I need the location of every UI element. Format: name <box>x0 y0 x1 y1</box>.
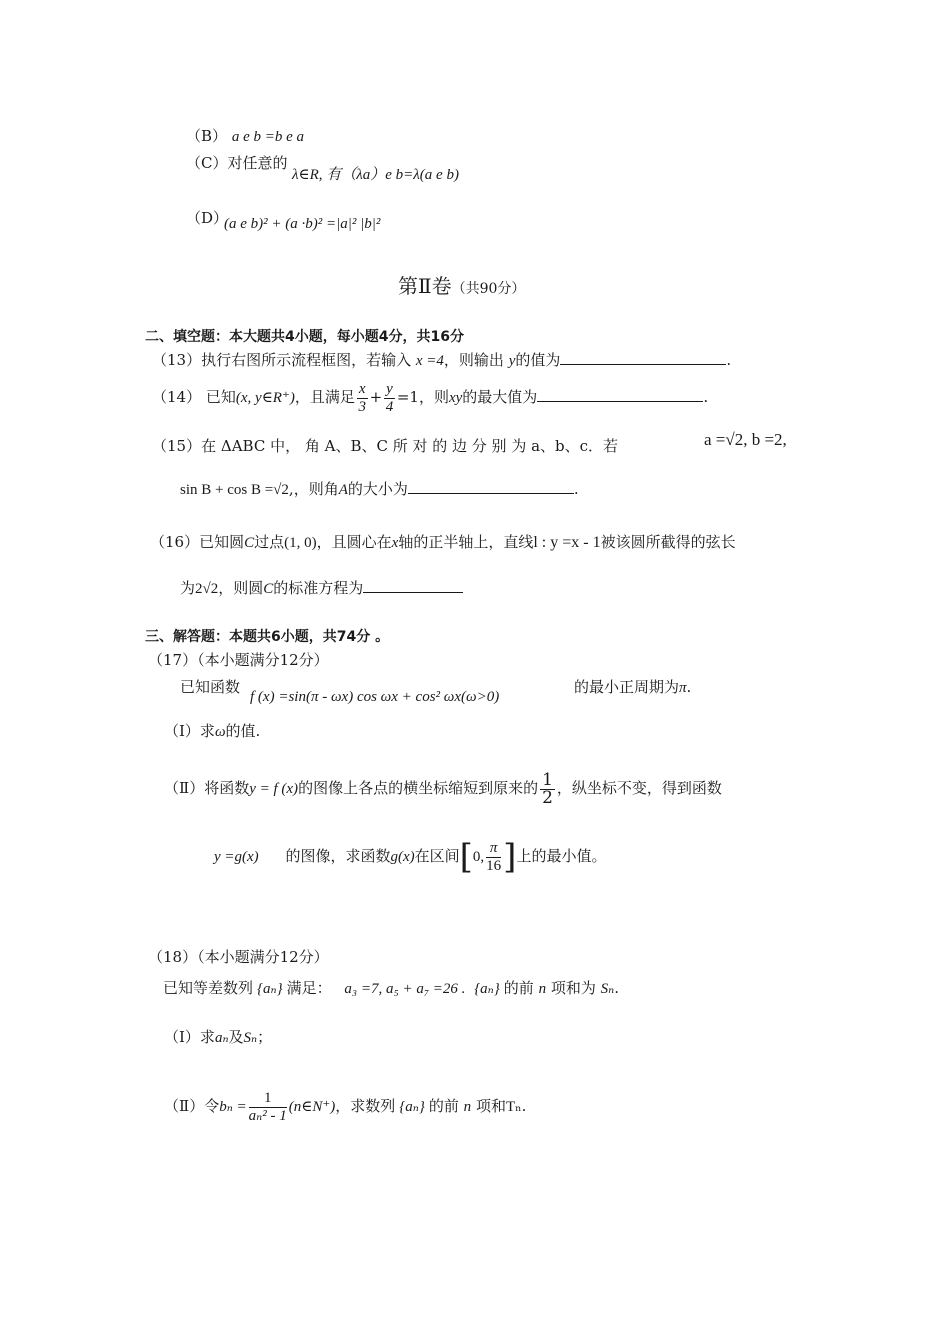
q18-n: n <box>538 981 547 997</box>
q18-p1-label: （Ⅰ）求 <box>164 1028 215 1046</box>
q18-sn: Sₙ <box>600 981 615 997</box>
option-b-label: （B） <box>186 127 228 145</box>
q16-xvar: x <box>391 535 399 551</box>
q15-label: （15） <box>152 437 202 455</box>
q17-p1-label: （Ⅰ）求 <box>164 722 215 740</box>
q18-p2-n: n <box>463 1099 472 1115</box>
q18-p2-text2: 的前 <box>428 1097 459 1115</box>
q16-text5: 被该圆所截得的弦长 <box>600 533 736 551</box>
q17-p2-text2: ，纵坐标不变，得到函数 <box>556 779 722 797</box>
q14-text1: 已知 <box>205 388 236 406</box>
q17-p2-frac-den: 2 <box>542 787 553 808</box>
q14-text2: ，且满足 <box>294 388 355 406</box>
q17-p2-text5: 上的最小值。 <box>516 847 607 865</box>
option-b-expr: a e b =b e a <box>231 129 304 145</box>
option-d-expr: (a e b)² + (a ·b)² =|a|² |b|² <box>224 216 381 232</box>
part2-subtitle: （共90分） <box>451 281 526 297</box>
q16-point: (1, 0) <box>284 535 317 551</box>
q17-interval-den: 16 <box>486 857 502 874</box>
q18-p2-text3: 项和 <box>475 1097 506 1115</box>
q17-func-line <box>250 686 499 707</box>
option-c-text: 对任意的 <box>227 154 288 172</box>
q18-text1: 已知等差数列 <box>163 979 254 997</box>
q17-p2-text4: 在区间 <box>414 847 460 865</box>
q18-p1-an: aₙ <box>214 1030 229 1046</box>
q13-label: （13） <box>152 351 202 369</box>
q17-bracket-left: [ <box>459 837 473 877</box>
q17-p2-gx: g(x) <box>390 849 415 865</box>
q14-text4: 的最大值为 <box>462 388 538 406</box>
q18-seq: {aₙ} <box>257 981 283 997</box>
q14-end: . <box>703 388 709 406</box>
q16-text7: ，则圆 <box>218 579 264 597</box>
q16-text6: 为 <box>180 579 196 597</box>
q13-text3: 的值为 <box>515 351 561 369</box>
q16-text3: ，且圆心在 <box>316 533 392 551</box>
q17-end: . <box>686 678 692 696</box>
q16-line1 <box>150 532 736 553</box>
q15-text2: ,，则角 <box>288 480 339 498</box>
q17-interval-num: π <box>486 840 501 858</box>
q18-text4: 项和为 <box>550 979 596 997</box>
q18-p2-label: （Ⅱ）令 <box>164 1097 220 1115</box>
q17-text2: 的最小正周期为 <box>574 678 680 696</box>
q16-text4: 轴的正半轴上，直线 <box>398 533 534 551</box>
q17-part2-line2 <box>214 834 606 879</box>
option-c-expr: λ∈R, 有（λa）e b=λ(a e b) <box>292 167 459 183</box>
q16-c1: C <box>244 535 255 551</box>
q16-chord: 2√2 <box>195 581 219 597</box>
q18-p2-tn: Tₙ <box>505 1099 522 1115</box>
q15-text1: 在 ΔABC 中， 角 A、B、C 所 对 的 边 分 别 为 a、b、c．若 <box>201 437 619 455</box>
q16-line2 <box>180 578 463 599</box>
q17-period-line <box>574 677 691 698</box>
q18-cond: a₃ =7, a₅ + a₇ =26 . <box>344 981 466 997</box>
q18-p1-end: ； <box>257 1028 273 1046</box>
option-c-label: （C） <box>186 154 228 172</box>
q17-part2-line1 <box>164 766 722 811</box>
q13-answer-blank[interactable] <box>560 350 726 365</box>
q14-text3: ，则 <box>418 388 449 406</box>
q17-label: （17）（本小题满分12分） <box>148 651 329 669</box>
q18-p2-text1: ，求数列 <box>335 1097 396 1115</box>
q18-p2-num: 1 <box>249 1090 287 1108</box>
q18-p1-sn: Sₙ <box>243 1030 258 1046</box>
part2-title <box>398 276 525 299</box>
q17-bracket-right: ] <box>503 837 517 877</box>
q15-expr: sin B + cos B =√2 <box>180 482 289 498</box>
q18-stem <box>163 978 619 999</box>
q18-p1-and: 及 <box>228 1028 244 1046</box>
q15-var: A <box>338 482 348 498</box>
q15-line2 <box>180 479 579 500</box>
q18-p2-seq: {aₙ} <box>399 1099 425 1115</box>
q17-stem <box>180 677 240 697</box>
q14-answer-blank[interactable] <box>537 387 703 402</box>
q13-cond: x =4 <box>415 353 444 369</box>
q18-end: . <box>614 979 620 997</box>
part2-title-text: 第Ⅱ卷 <box>398 274 452 298</box>
q17-p2-frac-num: 1 <box>542 769 553 790</box>
q16-text8: 的标准方程为 <box>273 579 364 597</box>
q13 <box>152 350 731 371</box>
q18-text3: 的前 <box>503 979 534 997</box>
option-c-label-line <box>186 153 288 173</box>
q16-label: （16） <box>150 533 200 551</box>
q15-cond: a =√2, b =2, <box>704 430 787 449</box>
q14-set: (x, y∈R⁺) <box>235 390 295 406</box>
q17-text1: 已知函数 <box>180 678 241 696</box>
q13-text1: 执行右图所示流程框图，若输入 <box>201 351 412 369</box>
q17-interval-frac <box>486 840 501 875</box>
q16-text2: 过点 <box>254 533 285 551</box>
q14-eq: =1 <box>396 388 419 406</box>
q14 <box>152 377 708 418</box>
q18-p2-den: aₙ² - 1 <box>248 1107 287 1124</box>
q17-period: π <box>679 680 687 696</box>
q15-text3: 的大小为 <box>347 480 408 498</box>
q14-var: xy <box>448 390 463 406</box>
q18-part2 <box>164 1083 526 1130</box>
q17-part1 <box>164 721 260 742</box>
q16-text1: 已知圆 <box>199 533 245 551</box>
q17-p2-g: y =g(x) <box>214 849 259 865</box>
q17-p2-text1: 的图像上各点的横坐标缩短到原来的 <box>298 779 539 797</box>
q14-frac2 <box>384 381 395 416</box>
q13-end: . <box>726 351 732 369</box>
q17-interval-left: 0, <box>472 849 485 865</box>
q18-p2-frac <box>249 1090 287 1125</box>
section3-heading: 三、解答题：本题共6小题，共74分 。 <box>145 629 390 645</box>
q16-c2: C <box>263 581 274 597</box>
q18-part1 <box>164 1027 272 1048</box>
q17-p2-frac <box>540 769 555 808</box>
q14-frac1 <box>357 381 368 416</box>
q14-frac1-num: x <box>358 380 366 397</box>
q14-label: （14） <box>152 388 202 406</box>
q15-answer-blank[interactable] <box>408 479 574 494</box>
q17-p1-var: ω <box>214 724 226 740</box>
q18-seq2: {aₙ} <box>474 981 500 997</box>
q16-answer-blank[interactable] <box>363 578 463 593</box>
q17-p2-label: （Ⅱ）将函数 <box>164 779 250 797</box>
option-b <box>186 126 304 147</box>
q17-p2-text3: 的图像，求函数 <box>285 847 391 865</box>
q14-frac1-den: 3 <box>358 398 366 415</box>
q16-line: l : y =x - 1 <box>533 534 601 551</box>
q17-func: f (x) =sin(π - ωx) cos ωx + cos² ωx(ω>0) <box>250 689 500 705</box>
q13-text2: ，则输出 <box>443 351 504 369</box>
q14-plus: + <box>369 388 383 406</box>
q13-var: y <box>508 353 516 369</box>
q18-label: （18）（本小题满分12分） <box>148 948 329 966</box>
q18-text2: 满足： <box>286 979 332 997</box>
q18-p2-end: . <box>521 1097 527 1115</box>
q15-end: . <box>573 480 579 498</box>
option-d-label: （D） <box>186 209 229 227</box>
q15-line1 <box>152 436 618 456</box>
section2-heading: 二、填空题：本大题共4小题，每小题4分，共16分 <box>145 329 464 345</box>
q17-p1-text: 的值. <box>225 722 261 740</box>
q18-p2-bn: bₙ = <box>219 1099 247 1115</box>
q14-frac2-num: y <box>386 380 393 397</box>
q17-p2-func: y = f (x) <box>249 781 299 797</box>
q14-frac2-den: 4 <box>385 398 394 415</box>
q18-p2-cond: (n∈N⁺) <box>288 1099 336 1115</box>
